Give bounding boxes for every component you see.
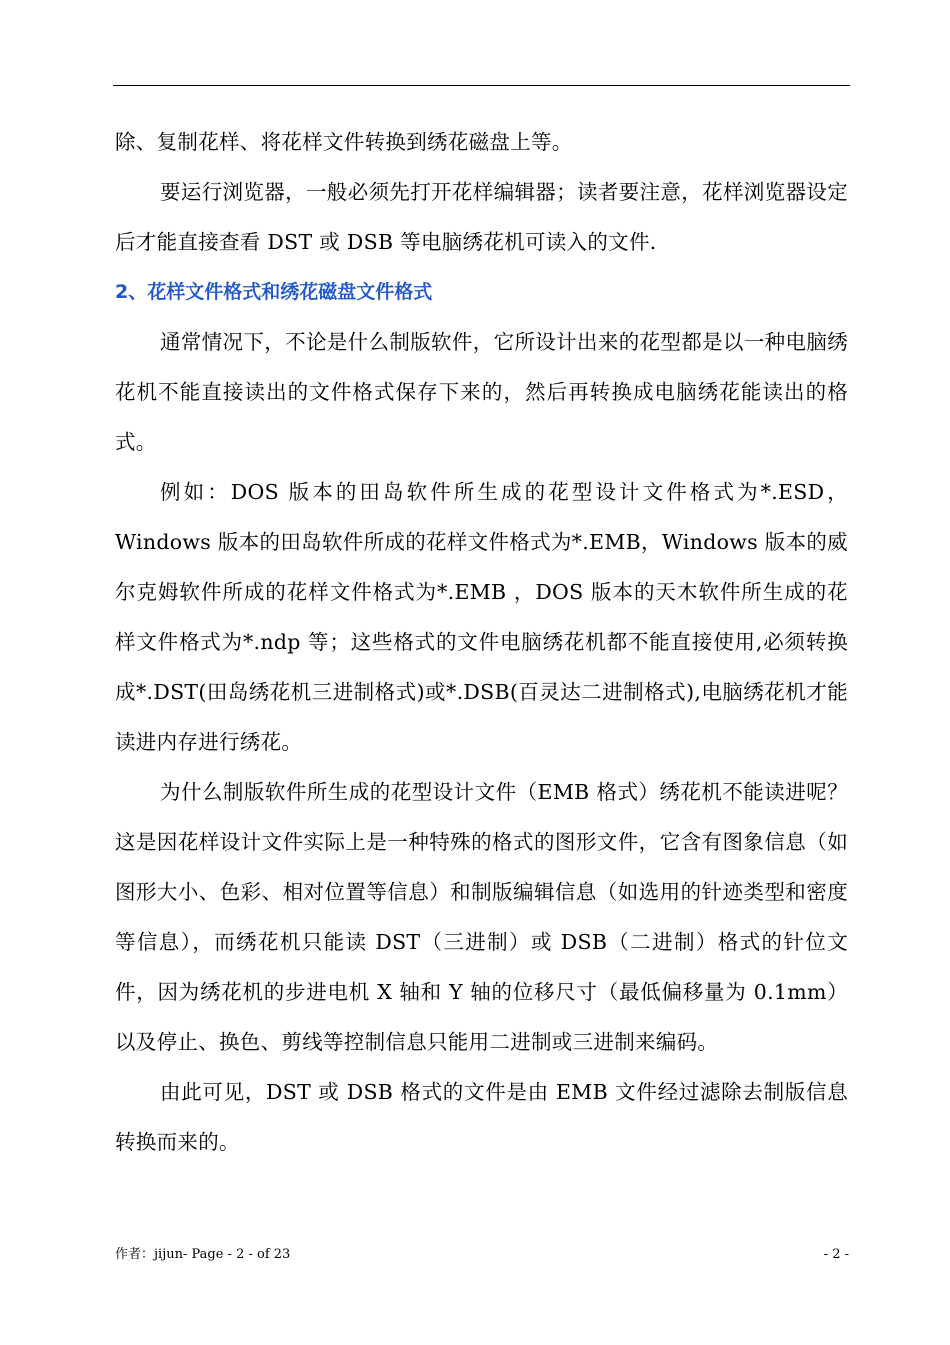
page-body xyxy=(115,117,848,1167)
footer-page-number: - 2 - xyxy=(823,1247,849,1262)
paragraph-general: 通常情况下，不论是什么制版软件，它所设计出来的花型都是以一种电脑绣花机不能直接读出的文件格式保存下来的，然后再转换成电脑绣花能读出的格式。 xyxy=(115,330,848,454)
paragraph-example: 例如：DOS 版本的田岛软件所生成的花型设计文件格式为*.ESD，Windows 版本的田岛软件所成的花样文件格式为*.EMB，Windows 版本的威尔克姆软件所成的花样文件格式为*.EMB ，DOS 版本的天木软件所生成的花样文件格式为*.ndp 等；这些格式的文件电脑绣花机都不能直接使用,必须转换成*.DST(田岛绣花机三进制格式)或*.DSB(百灵达二进制格式),电脑绣花机才能读进内存进行绣花。 xyxy=(115,480,848,754)
footer-author-page: 作者：jijun- Page - 2 - of 23 xyxy=(115,1247,291,1262)
paragraph-browser-note: 要运行浏览器，一般必须先打开花样编辑器；读者要注意，花样浏览器设定后才能直接查看 DST 或 DSB 等电脑绣花机可读入的文件. xyxy=(115,180,848,254)
paragraph-conclusion: 由此可见，DST 或 DSB 格式的文件是由 EMB 文件经过滤除去制版信息转换而来的。 xyxy=(115,1080,848,1154)
header-rule xyxy=(113,85,850,86)
paragraph-why: 为什么制版软件所生成的花型设计文件（EMB 格式）绣花机不能读进呢？这是因花样设计文件实际上是一种特殊的格式的图形文件，它含有图象信息（如图形大小、色彩、相对位置等信息）和制版编辑信息（如选用的针迹类型和密度等信息），而绣花机只能读 DST（三进制）或 DSB（二进制）格式的针位文件，因为绣花机的步进电机 X 轴和 Y 轴的位移尺寸（最低偏移量为 0.1mm）以及停止、换色、剪线等控制信息只能用二进制或三进制来编码。 xyxy=(115,780,848,1054)
paragraph-continuation: 除、复制花样、将花样文件转换到绣花磁盘上等。 xyxy=(115,130,573,154)
section-heading: 2、花样文件格式和绣花磁盘文件格式 xyxy=(115,281,433,303)
